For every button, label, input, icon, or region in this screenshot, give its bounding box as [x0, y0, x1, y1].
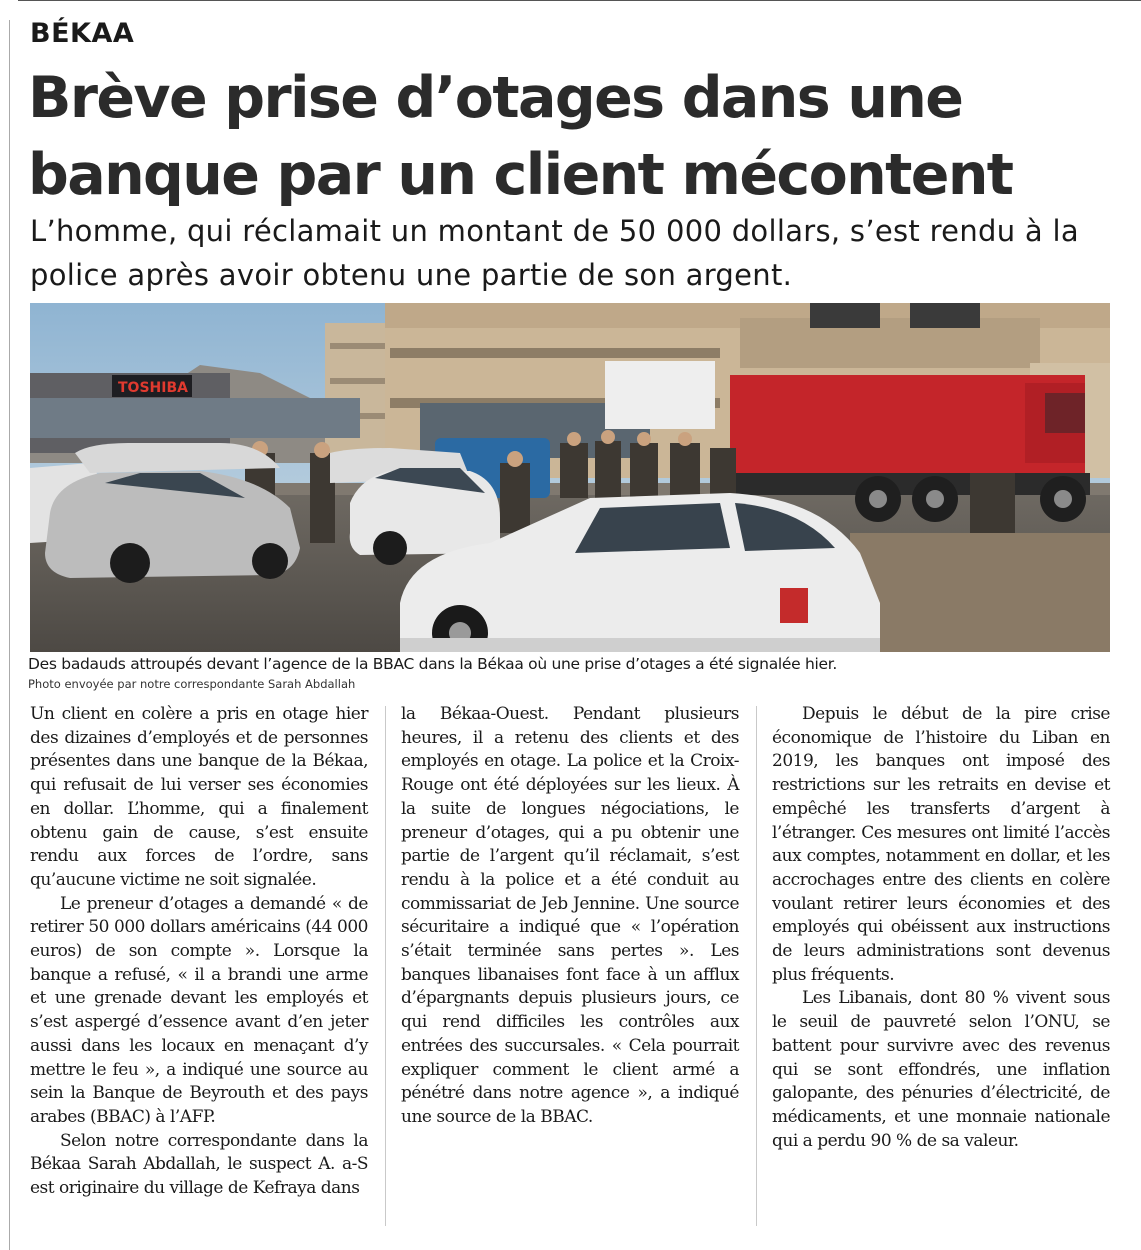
top-rule [18, 0, 1141, 1]
article-column-1 [30, 703, 368, 1201]
column-divider [385, 706, 386, 1226]
toshiba-sign: TOSHIBA [118, 380, 188, 396]
article-column-3 [772, 703, 1110, 1153]
paragraph: Depuis le début de la pire crise économique de l’histoire du Liban en 2019, les banques ont imposé des restrictions sur les retraits en devise et empêché les transferts d’argent à l’étranger. Ces mesures ont limité l’accès aux comptes, notamment en dollar, et les accrochages entre des clients en colère voulant retirer leurs économies et des employés qui obéissent aux instructions de leurs administrations sont devenus plus fréquents. [772, 704, 1110, 985]
paragraph: Les Libanais, dont 80 % vivent sous le seuil de pauvreté selon l’ONU, se battent pour survivre avec des revenus qui se sont effondrés, une inflation galopante, des pénuries d’électricité, de médicaments, et une monnaie nationale qui a perdu 90 % de sa valeur. [772, 988, 1110, 1151]
headline: Brève prise d’otages dans une banque par un client mécontent [28, 65, 1013, 208]
photo-credit: Photo envoyée par notre correspondante Sarah Abdallah [28, 677, 356, 691]
photo-caption: Des badauds attroupés devant l’agence de la BBAC dans la Békaa où une prise d’otages a été signalée hier. [28, 655, 838, 673]
article-column-2 [401, 703, 739, 1130]
paragraph-continuation: la Békaa-Ouest. Pendant plusieurs heures, il a retenu des clients et des employés en otage. La police et la Croix-Rouge ont été déployées sur les lieux. À la suite de longues négociations, le preneur d’otages, qui a pu obtenir une partie de l’argent qu’il réclamait, s’est rendu à la police et a été conduit au commissariat de Jeb Jennine. Une source sécuritaire a indiqué que « l’opération s’était terminée sans pertes ». Les banques libanaises font face à un afflux d’épargnants depuis plusieurs jours, ce qui rend difficiles les contrôles aux entrées des succursales. « Cela pourrait expliquer comment le client armé a pénétré dans notre agence », a indiqué une source de la BBAC. [401, 704, 739, 1127]
paragraph: Selon notre correspondante dans la Békaa Sarah Abdallah, le suspect A. a-S est originaire du village de Kefraya dans [30, 1130, 368, 1199]
section-kicker: BÉKAA [30, 18, 135, 49]
paragraph: Un client en colère a pris en otage hier des dizaines d’employés et de personnes présentes dans une banque de la Békaa, qui refusait de lui verser ses économies en dollar. L’homme, qui a finalement obtenu gain de cause, s’est ensuite rendu aux forces de l’ordre, sans qu’aucune victime ne soit signalée. [30, 704, 368, 890]
column-divider [756, 706, 757, 1226]
subheadline: L’homme, qui réclamait un montant de 50 000 dollars, s’est rendu à la police après avoir obtenu une partie de son argent. [30, 214, 1079, 292]
news-photo [30, 303, 1110, 652]
paragraph: Le preneur d’otages a demandé « de retirer 50 000 dollars américains (44 000 euros) de son compte ». Lorsque la banque a refusé, « il a brandi une arme et une grenade devant les employés et s’est aspergé d’essence avant d’en jeter aussi dans les locaux en menaçant d’y mettre le feu », a indiqué une source au sein la Banque de Beyrouth et des pays arabes (BBAC) à l’AFP. [30, 893, 368, 1127]
left-margin-rule [9, 20, 10, 1250]
